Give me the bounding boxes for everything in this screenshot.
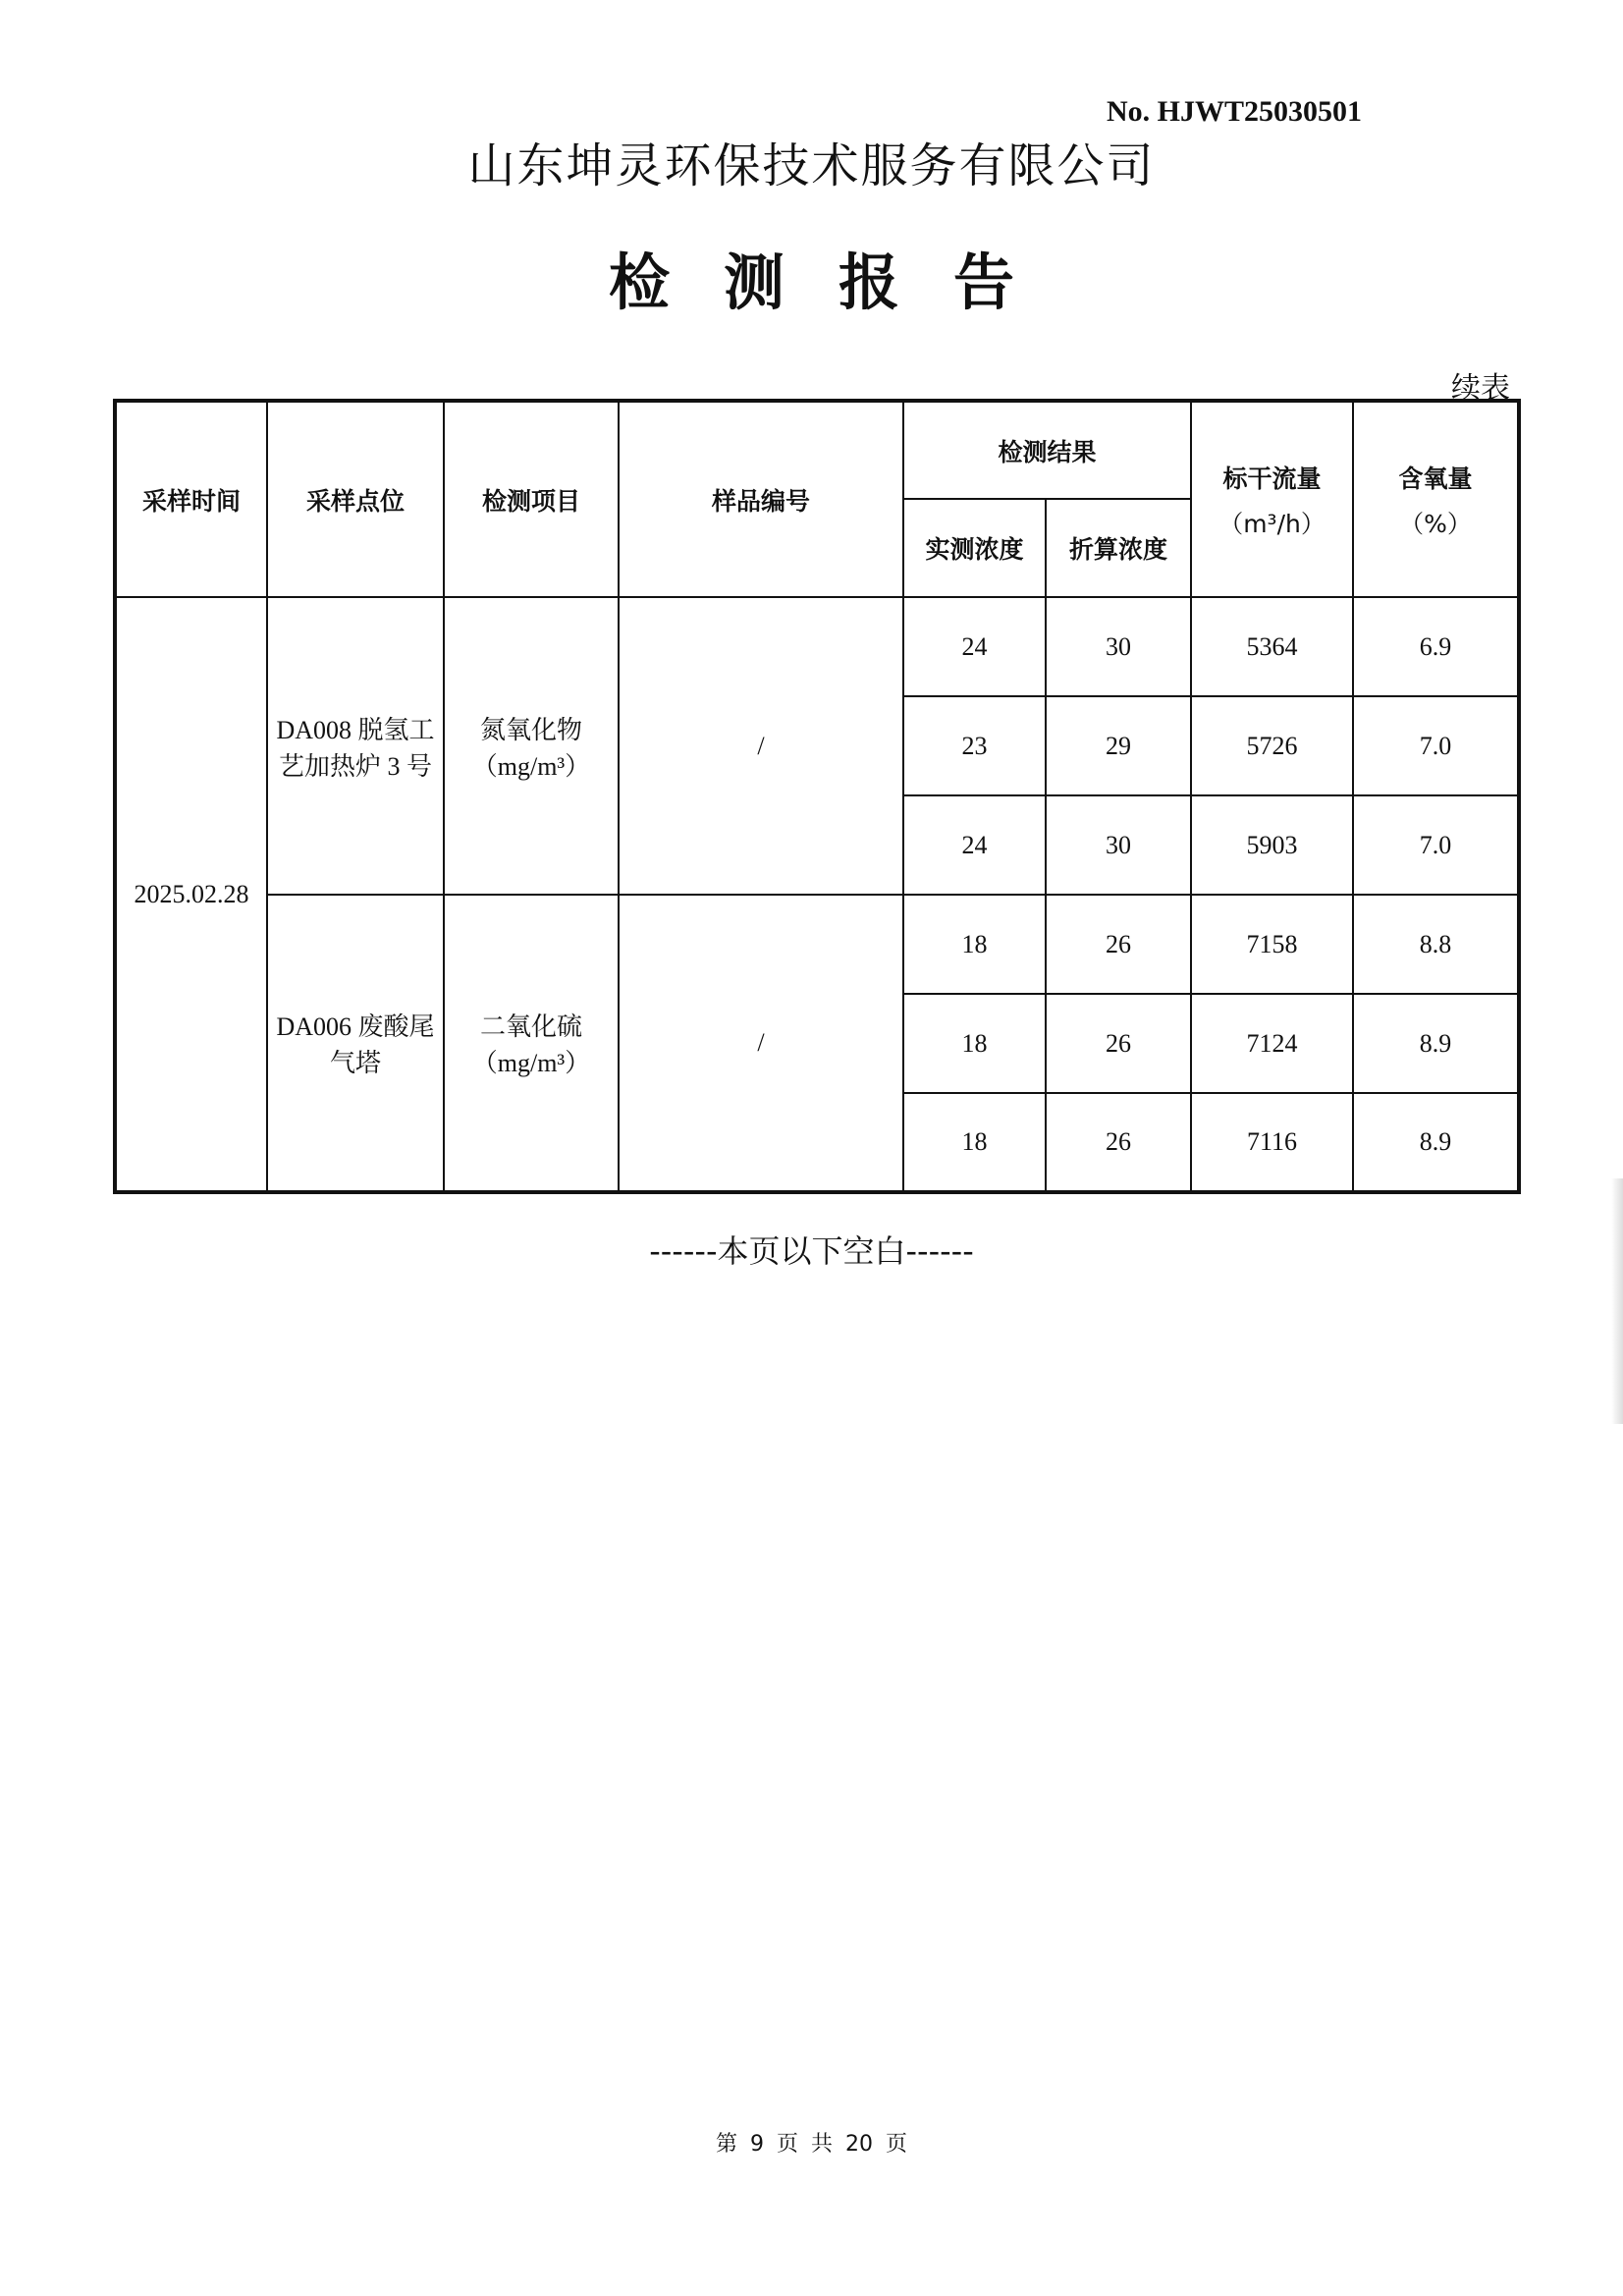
- flow-value: 5903: [1191, 795, 1353, 895]
- blank-below-note: ------本页以下空白------: [649, 1232, 974, 1270]
- header-converted: 折算浓度: [1046, 499, 1191, 597]
- continued-label: 续表: [1451, 371, 1510, 406]
- oxygen-value: 8.8: [1353, 895, 1519, 994]
- sampling-date: 2025.02.28: [115, 597, 267, 1192]
- report-number: No. HJWT25030501: [1107, 95, 1363, 128]
- flow-value: 7116: [1191, 1093, 1353, 1192]
- header-oxygen-label: 含氧量: [1398, 464, 1473, 493]
- page-title: 检测报告: [608, 246, 1068, 318]
- results-table: [113, 399, 1521, 1194]
- oxygen-value: 8.9: [1353, 1093, 1519, 1192]
- oxygen-value: 8.9: [1353, 994, 1519, 1093]
- header-flow: [1191, 401, 1353, 597]
- oxygen-value: 7.0: [1353, 795, 1519, 895]
- test-item-name: 二氧化硫: [479, 1012, 582, 1041]
- header-row: [115, 401, 1519, 499]
- sample-number: /: [619, 597, 903, 895]
- header-sampling-point: 采样点位: [267, 401, 444, 597]
- company-name: 山东坤灵环保技术服务有限公司: [467, 138, 1156, 193]
- converted-value: 26: [1046, 994, 1191, 1093]
- test-item-unit: （mg/m³）: [471, 1049, 591, 1077]
- header-flow-unit: （m³/h）: [1218, 509, 1325, 538]
- sample-number: /: [619, 895, 903, 1192]
- header-results: 检测结果: [903, 401, 1191, 499]
- measured-value: 24: [903, 795, 1046, 895]
- scan-edge-shadow: [1611, 1178, 1623, 1424]
- flow-value: 5726: [1191, 696, 1353, 795]
- header-sample-no: 样品编号: [619, 401, 903, 597]
- converted-value: 30: [1046, 795, 1191, 895]
- converted-value: 30: [1046, 597, 1191, 696]
- flow-value: 7124: [1191, 994, 1353, 1093]
- page-number: 第 9 页 共 20 页: [716, 2132, 907, 2157]
- oxygen-value: 6.9: [1353, 597, 1519, 696]
- table-row: [115, 895, 1519, 994]
- header-measured: 实测浓度: [903, 499, 1046, 597]
- converted-value: 26: [1046, 1093, 1191, 1192]
- flow-value: 5364: [1191, 597, 1353, 696]
- table-row: [115, 597, 1519, 696]
- header-oxygen-unit: （%）: [1399, 509, 1472, 538]
- converted-value: 26: [1046, 895, 1191, 994]
- measured-value: 23: [903, 696, 1046, 795]
- sampling-point: DA008 脱氢工艺加热炉 3 号: [267, 597, 444, 895]
- test-item: [444, 895, 619, 1192]
- test-item-unit: （mg/m³）: [471, 751, 591, 781]
- oxygen-value: 7.0: [1353, 696, 1519, 795]
- measured-value: 18: [903, 895, 1046, 994]
- header-oxygen: [1353, 401, 1519, 597]
- sampling-point: DA006 废酸尾气塔: [267, 895, 444, 1192]
- test-item: [444, 597, 619, 895]
- measured-value: 18: [903, 994, 1046, 1093]
- flow-value: 7158: [1191, 895, 1353, 994]
- header-test-item: 检测项目: [444, 401, 619, 597]
- measured-value: 18: [903, 1093, 1046, 1192]
- test-item-name: 氮氧化物: [479, 715, 582, 744]
- converted-value: 29: [1046, 696, 1191, 795]
- header-flow-label: 标干流量: [1222, 464, 1322, 493]
- measured-value: 24: [903, 597, 1046, 696]
- header-sampling-time: 采样时间: [115, 401, 267, 597]
